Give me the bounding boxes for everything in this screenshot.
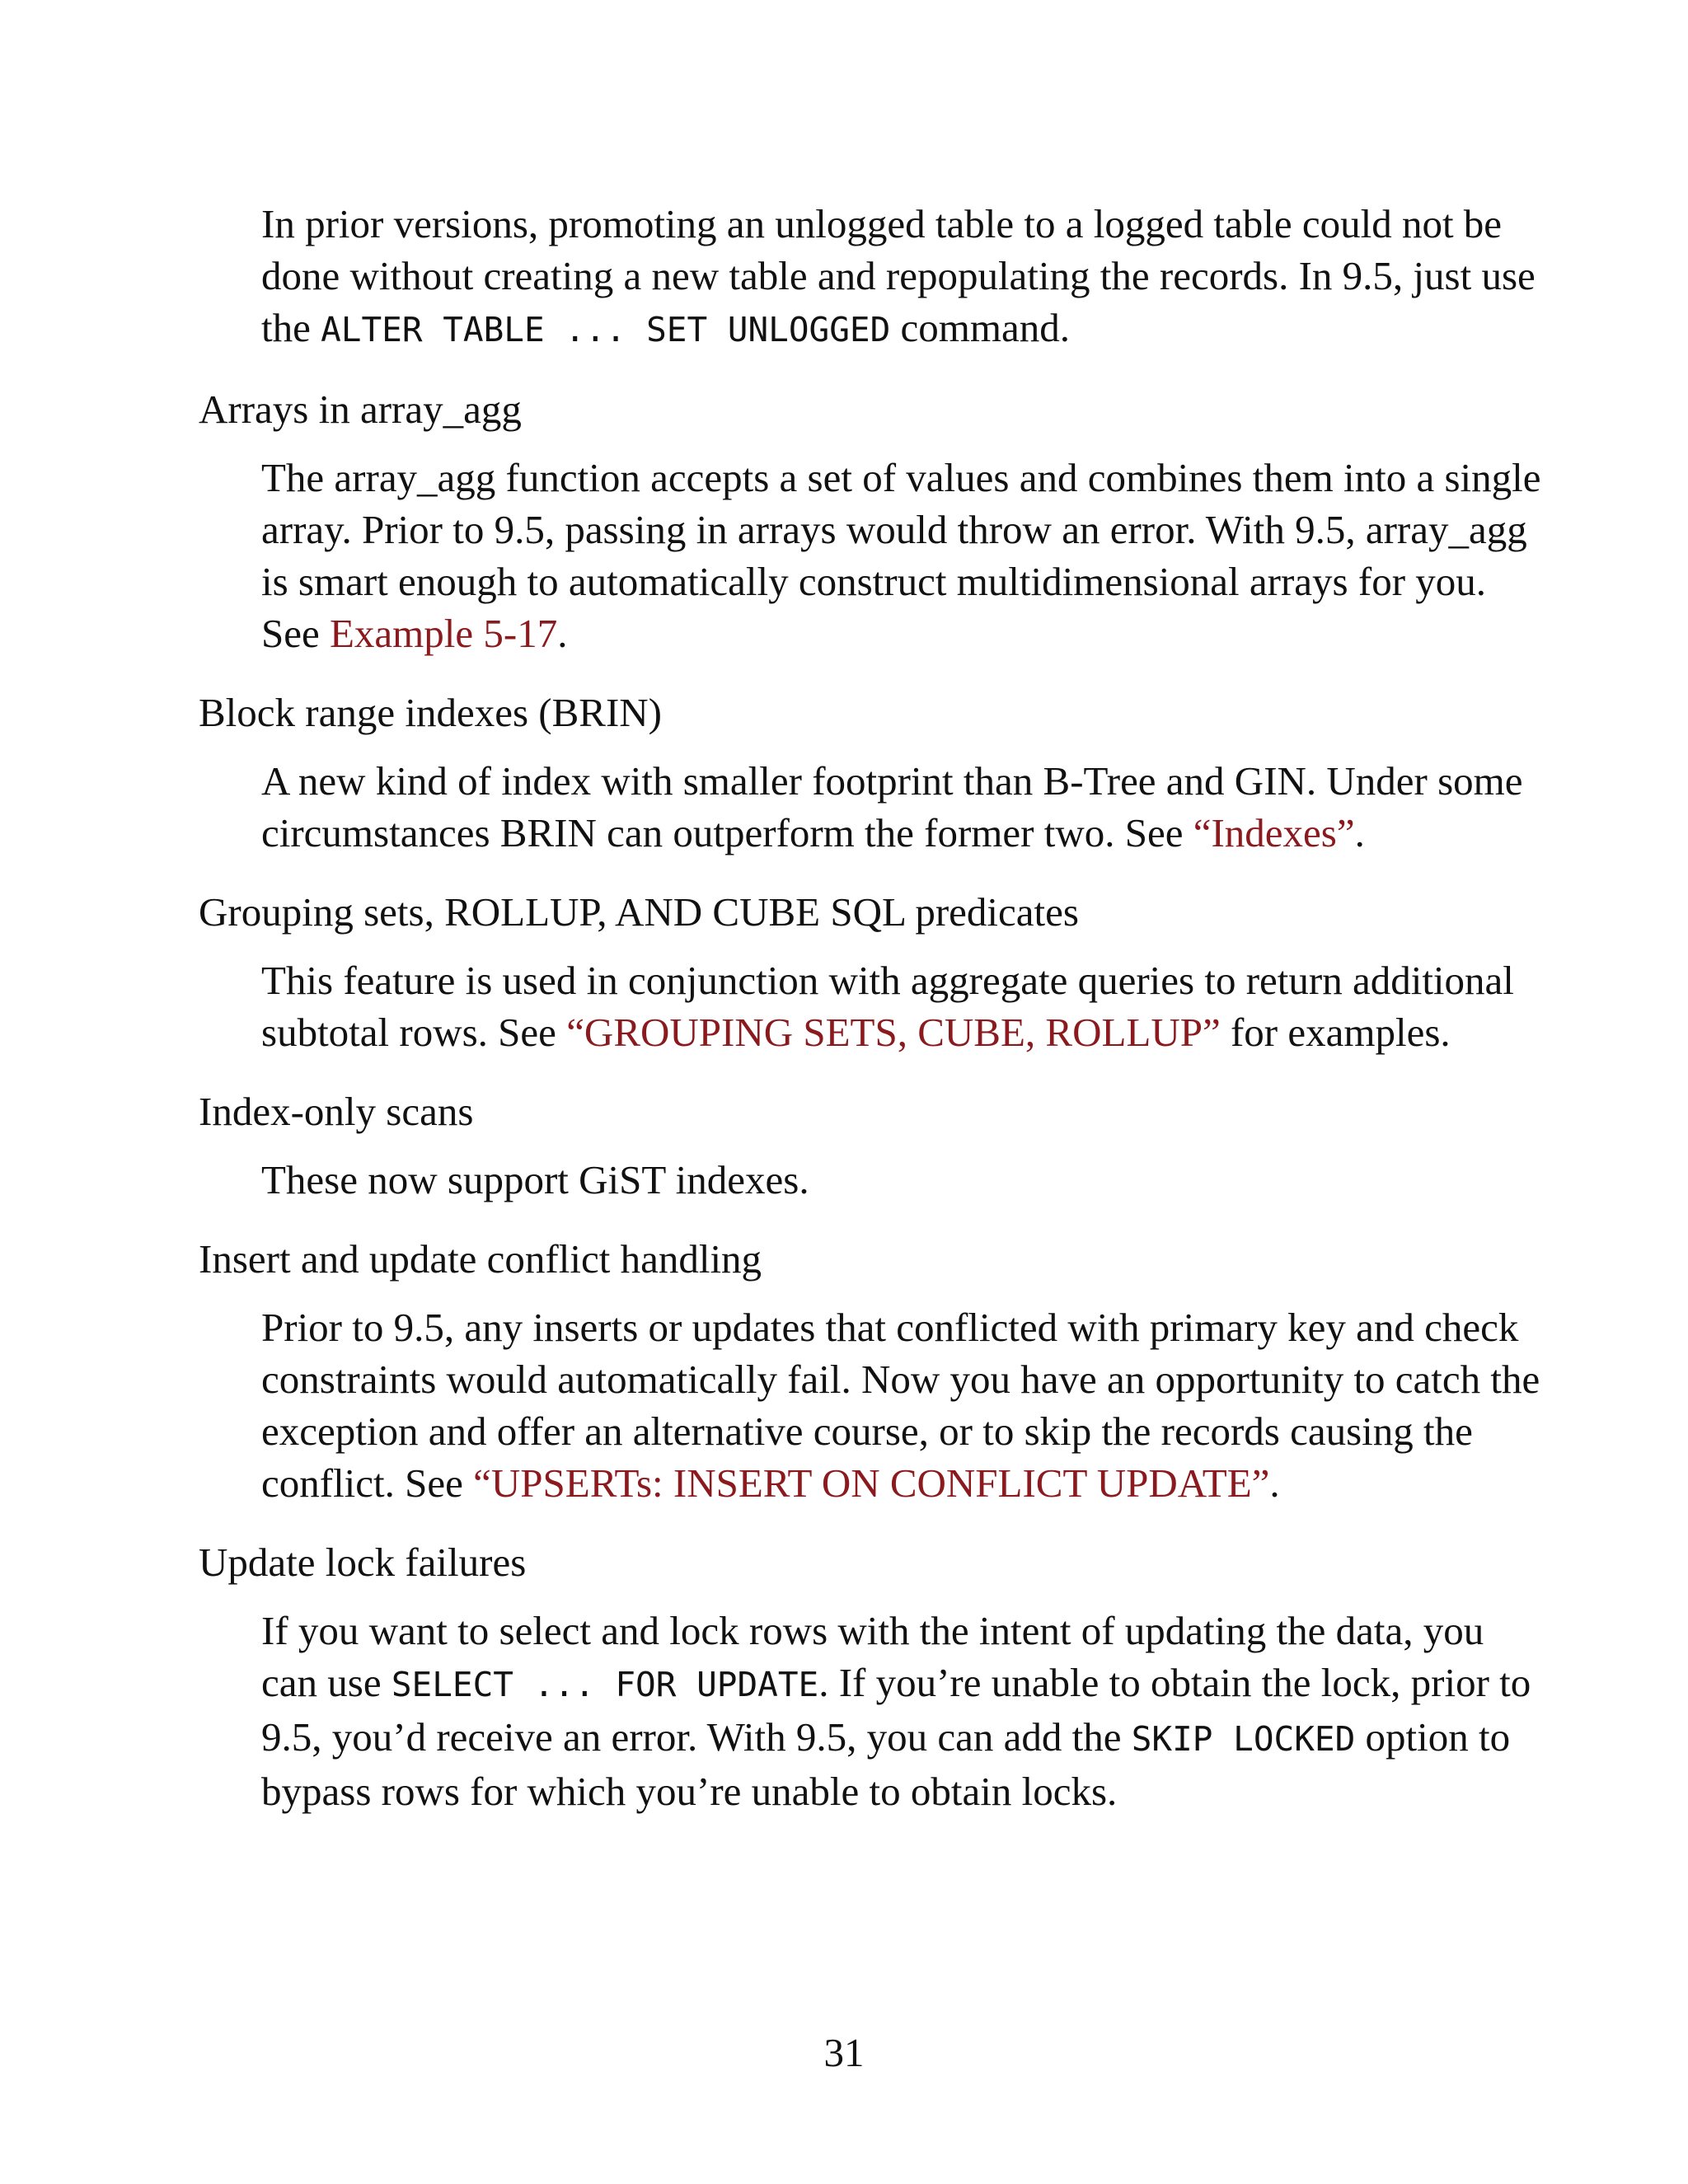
cross-reference-link[interactable]: “GROUPING SETS, CUBE, ROLLUP” [566,1010,1221,1055]
definition-brin [261,755,1547,859]
term-conflict-handling: Insert and update conflict handling [199,1236,762,1282]
definition-text: for examples. [1220,1010,1451,1055]
intro-text: command. [890,305,1071,350]
definition-index-only-scans [261,1154,1547,1206]
intro-text: In prior versions, promoting an unlogged table to a logged table could not be done without creating a new table and repopulating the records. In 9.5, just use the [261,201,1536,350]
term-brin: Block range indexes (BRIN) [199,690,662,735]
definition-text: . If you’re unable to obtain the lock, prior to 9.5, you’d receive an error. With 9.5, you can add the [261,1660,1531,1760]
definition-update-lock-failures [261,1605,1547,1817]
feature-list [199,198,1541,1817]
definition-text: If you want to select and lock rows with the intent of updating the data, you can use [261,1608,1484,1705]
definition-conflict-handling [261,1301,1547,1509]
definition-text: These now support GiST indexes. [261,1157,809,1202]
term-index-only-scans: Index-only scans [199,1089,474,1134]
intro-paragraph [261,198,1547,356]
definition-text: . [1354,810,1365,855]
inline-code: SKIP LOCKED [1131,1719,1356,1759]
term-update-lock-failures: Update lock failures [199,1540,527,1585]
definition-text: A new kind of index with smaller footprint than B-Tree and GIN. Under some circumstances BRIN can outperform the former two. See [261,758,1523,855]
definition-text: option to bypass rows for which you’re unable to obtain locks. [261,1714,1511,1814]
inline-code: SELECT ... FOR UPDATE [391,1665,819,1704]
definition-text: This feature is used in conjunction with aggregate queries to return additional subtotal rows. See [261,958,1514,1055]
cross-reference-link[interactable]: “Indexes” [1193,810,1355,855]
term-arrays-in-array-agg: Arrays in array_agg [199,387,522,432]
page-number: 31 [823,2030,865,2075]
definition-text: . [1269,1460,1280,1506]
definition-text: The array_agg function accepts a set of values and combines them into a single array. Prior to 9.5, passing in arrays would throw an error. With 9.5, array_agg is smart enough to automatically construct multidimensional arrays for you. See [261,455,1541,656]
term-grouping-sets: Grouping sets, ROLLUP, AND CUBE SQL predicates [199,889,1079,935]
inline-code: ALTER TABLE ... SET UNLOGGED [321,310,891,349]
definition-text: Prior to 9.5, any inserts or updates that conflicted with primary key and check constraints would automatically fail. Now you have an opportunity to catch the exception and offer an alternative course, or to skip the records causing the conflict. See [261,1305,1540,1506]
definition-arrays-in-array-agg [261,452,1547,659]
definition-grouping-sets [261,954,1547,1058]
cross-reference-link[interactable]: “UPSERTs: INSERT ON CONFLICT UPDATE” [473,1460,1270,1506]
definition-text: . [557,611,568,656]
cross-reference-link[interactable]: Example 5-17 [330,611,558,656]
